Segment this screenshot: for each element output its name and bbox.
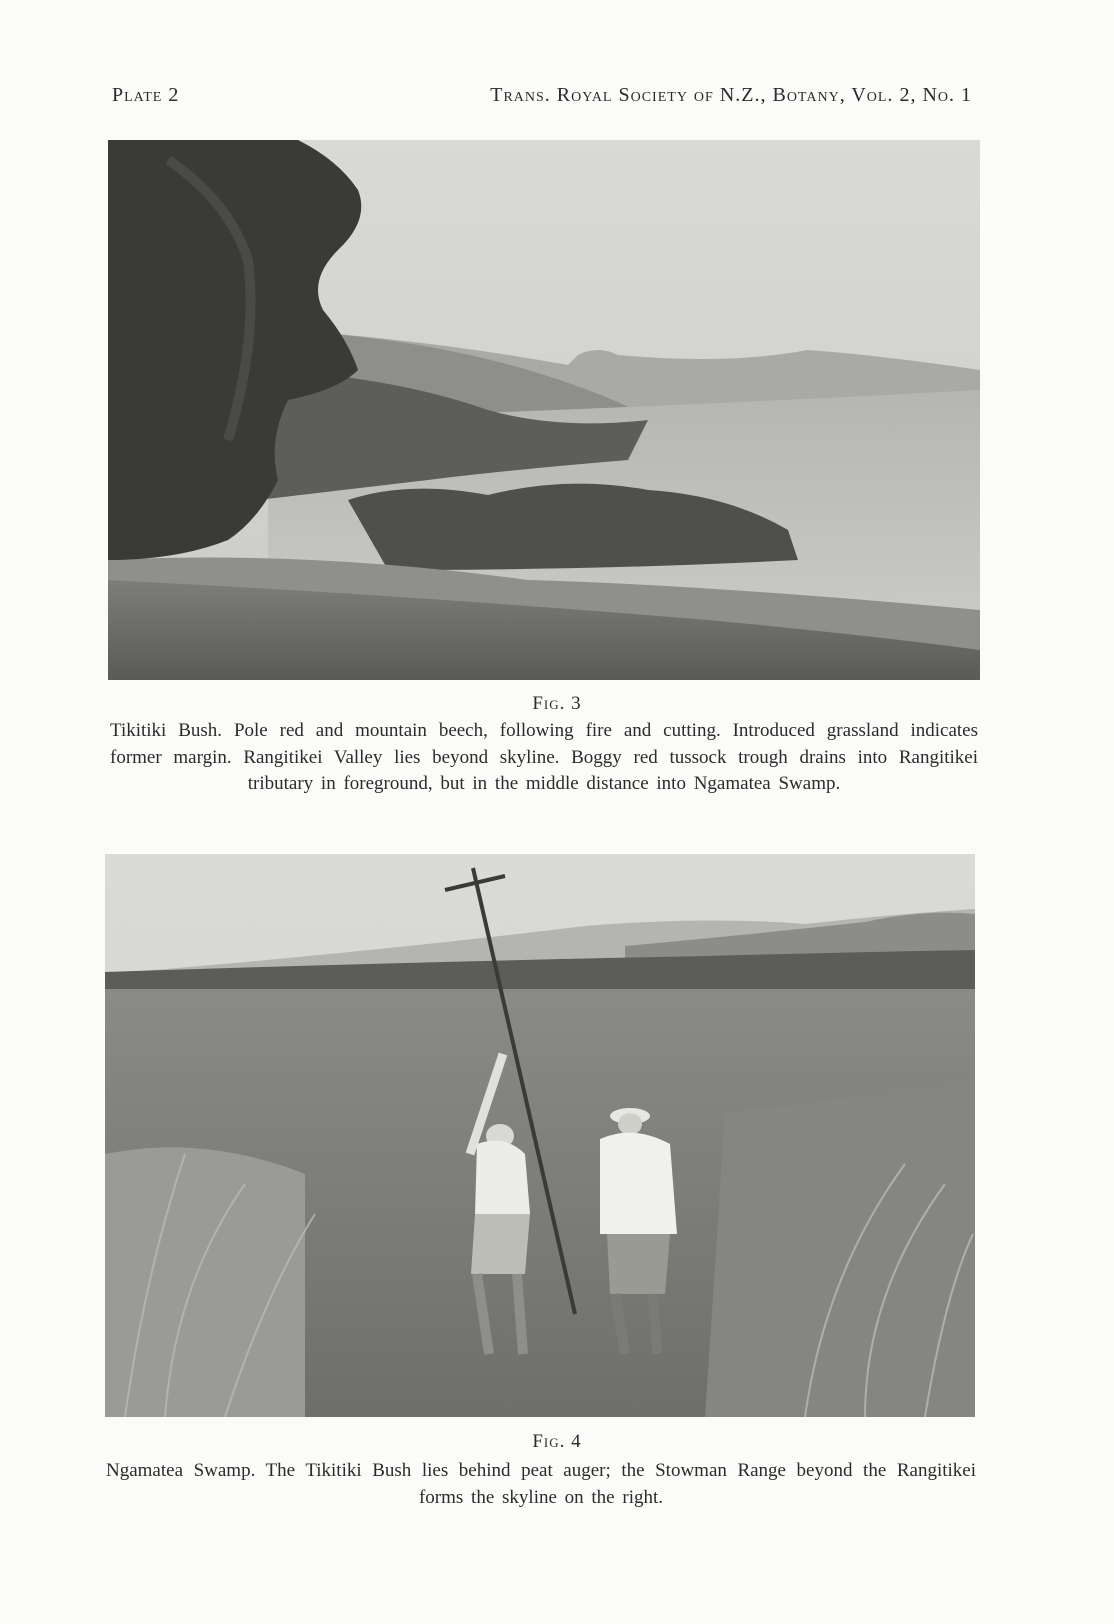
running-header [112,84,972,114]
figure-3-caption: Tikitiki Bush. Pole red and mountain beech, following fire and cutting. Introduced grassland indicates former margin. Rangitikei Valley lies beyond skyline. Boggy red tussock trough drains into Rangitikei tributary in foreground, but in the middle distance into Ngamatea Swamp. [110,720,978,794]
plate-number: Plate 2 [112,84,180,106]
figure-4-label: Fig. 4 [532,1431,582,1452]
figure-4-photograph [105,854,975,1417]
journal-title: Trans. Royal Society of N.Z., Botany, Vol. 2, No. 1 [490,84,972,106]
figure-4-caption: Ngamatea Swamp. The Tikitiki Bush lies behind peat auger; the Stowman Range beyond the Rangitikei forms the skyline on the right. [106,1460,976,1508]
figure-3-label: Fig. 3 [532,693,582,714]
figure-3-photograph [108,140,980,680]
